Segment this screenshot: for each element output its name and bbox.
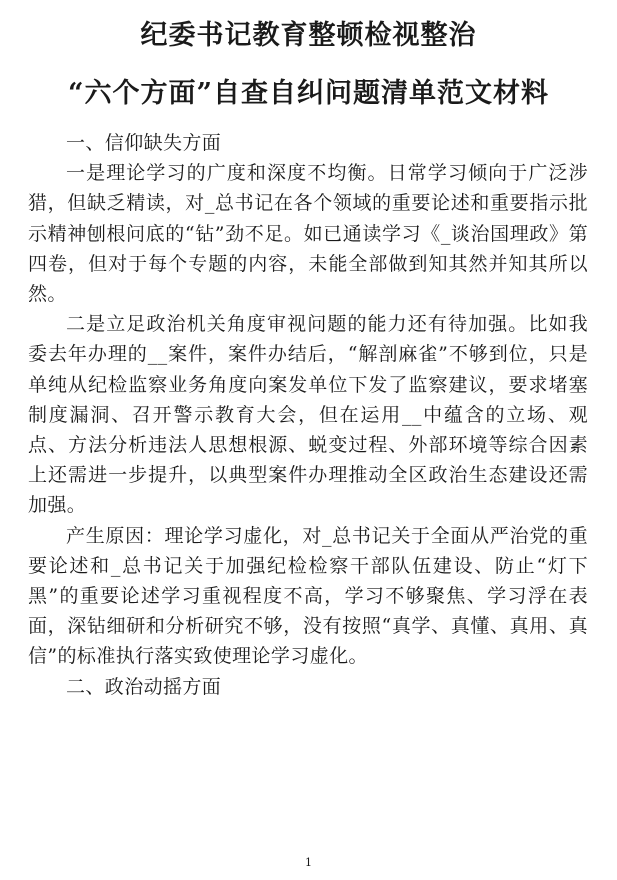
paragraph-3: 产生原因：理论学习虚化，对_总书记关于全面从严治党的重要论述和_总书记关于加强纪检检察干部队伍建设、防止“灯下黑”的重要论述学习重视程度不高，学习不够聚焦、学习浮在表面，深钻细研和分析研究不够，没有按照“真学、真懂、真用、真信”的标准执行落实致使理论学习虚化。 xyxy=(28,524,588,668)
document-title-line-1: 纪委书记教育整顿检视整治 xyxy=(140,20,477,51)
paragraph-1: 一是理论学习的广度和深度不均衡。日常学习倾向于广泛涉猎，但缺乏精读，对_总书记在各个领域的重要论述和重要指示批示精神刨根问底的“钻”劲不足。如已通读学习《_谈治国理政》第四卷，但对于每个专题的内容，未能全部做到知其然并知其所以然。 xyxy=(28,162,588,306)
page-number: 1 xyxy=(305,856,312,869)
document-title-line-2: “六个方面”自查自纠问题清单范文材料 xyxy=(67,78,550,109)
paragraph-2: 二是立足政治机关角度审视问题的能力还有待加强。比如我委去年办理的__案件，案件办结后，“解剖麻雀”不够到位，只是单纯从纪检监察业务角度向案发单位下发了监察建议，要求堵塞制度漏洞、召开警示教育大会，但在运用__中蕴含的立场、观点、方法分析违法人思想根源、蜕变过程、外部环境等综合因素上还需进一步提升，以典型案件办理推动全区政治生态建设还需加强。 xyxy=(28,313,588,517)
section-heading-2: 二、政治动摇方面 xyxy=(66,675,222,698)
section-heading-1: 一、信仰缺失方面 xyxy=(66,132,222,154)
document-body xyxy=(28,128,588,702)
